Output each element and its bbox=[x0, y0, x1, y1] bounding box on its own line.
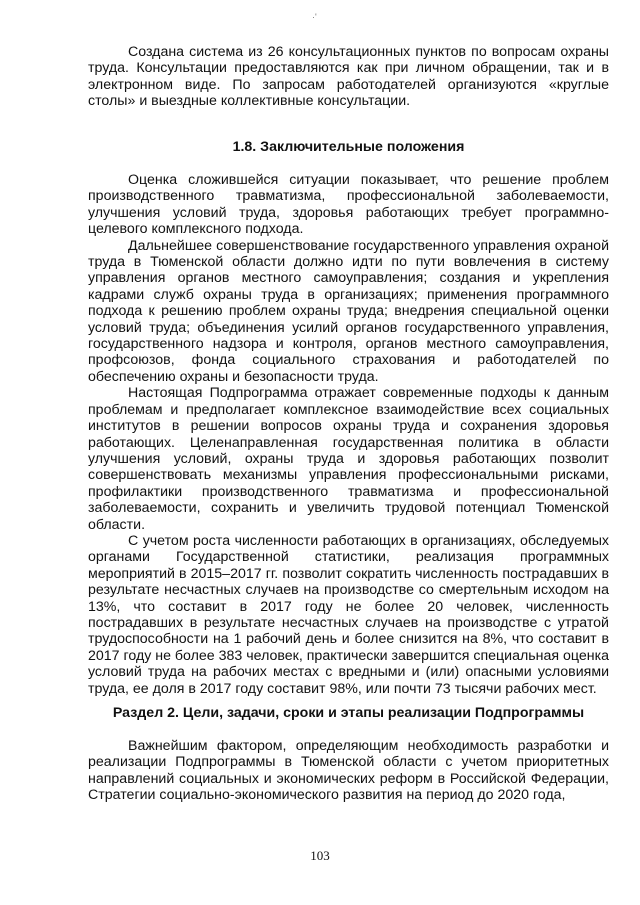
paragraph: Важнейшим фактором, определяющим необходимость разработки и реализации Подпрограммы в Тюменской области с учетом приоритетных направлений социальных и экономических реформ в Российской Федерации, Стратегии социально-экономического развития на период до 2020 года, bbox=[88, 738, 609, 804]
section-1-8-body bbox=[88, 172, 609, 697]
scan-artifact-mark: ·' bbox=[312, 12, 317, 22]
intro-text-block bbox=[88, 44, 609, 110]
paragraph: С учетом роста численности работающих в организациях, обследуемых органами Государственной статистики, реализация программных мероприятий в 2015–2017 гг. позволит сократить численность пострадавших в результате несчастных случаев на производстве со смертельным исходом на 13%, что составит в 2017 году не более 20 человек, численность пострадавших в результате несчастных случаев на производстве с утратой трудоспособности на 1 рабочий день и более снизится на 8%, что составит в 2017 году не более 383 человек, практически завершится специальная оценка условий труда на рабочих местах с вредными и (или) опасными условиями труда, ее доля в 2017 году составит 98%, или почти 73 тысячи рабочих мест. bbox=[88, 532, 609, 697]
paragraph: Дальнейшее совершенствование государственного управления охраной труда в Тюменской области должно идти по пути вовлечения в систему управления органов местного самоуправления; создания и укрепления кадрами служб охраны труда в организациях; применения программного подхода к решению проблем охраны труда; внедрения специальной оценки условий труда; объединения усилий органов государственного управления, государственного надзора и контроля, органов местного самоуправления, профсоюзов, фонда социального страхования и работодателей по обеспечению охраны и безопасности труда. bbox=[88, 237, 609, 385]
paragraph: Настоящая Подпрограмма отражает современные подходы к данным проблемам и предполагает комплексное взаимодействие всех социальных институтов в решении вопросов охраны труда и сохранения здоровья работающих. Целенаправленная государственная политика в области улучшения условий, охраны труда и здоровья работающих позволит совершенствовать механизмы управления профессиональными рисками, профилактики производственного травматизма и профессиональной заболеваемости, сохранить и увеличить трудовой потенциал Тюменской области. bbox=[88, 385, 609, 533]
section-heading-2: Раздел 2. Цели, задачи, сроки и этапы реализации Подпрограммы bbox=[112, 705, 585, 721]
section-2-body bbox=[88, 738, 609, 804]
paragraph: Оценка сложившейся ситуации показывает, что решение проблем производственного травматизма, профессиональной заболеваемости, улучшения условий труда, здоровья работающих требует программно-целевого комплексного подхода. bbox=[88, 172, 609, 238]
page-number: 103 bbox=[310, 848, 330, 863]
paragraph: Создана система из 26 консультационных пунктов по вопросам охраны труда. Консультации предоставляются как при личном обращении, так и в электронном виде. По запросам работодателей организуются «круглые столы» и выездные коллективные консультации. bbox=[88, 44, 609, 110]
section-heading-1-8: 1.8. Заключительные положения bbox=[232, 139, 465, 155]
